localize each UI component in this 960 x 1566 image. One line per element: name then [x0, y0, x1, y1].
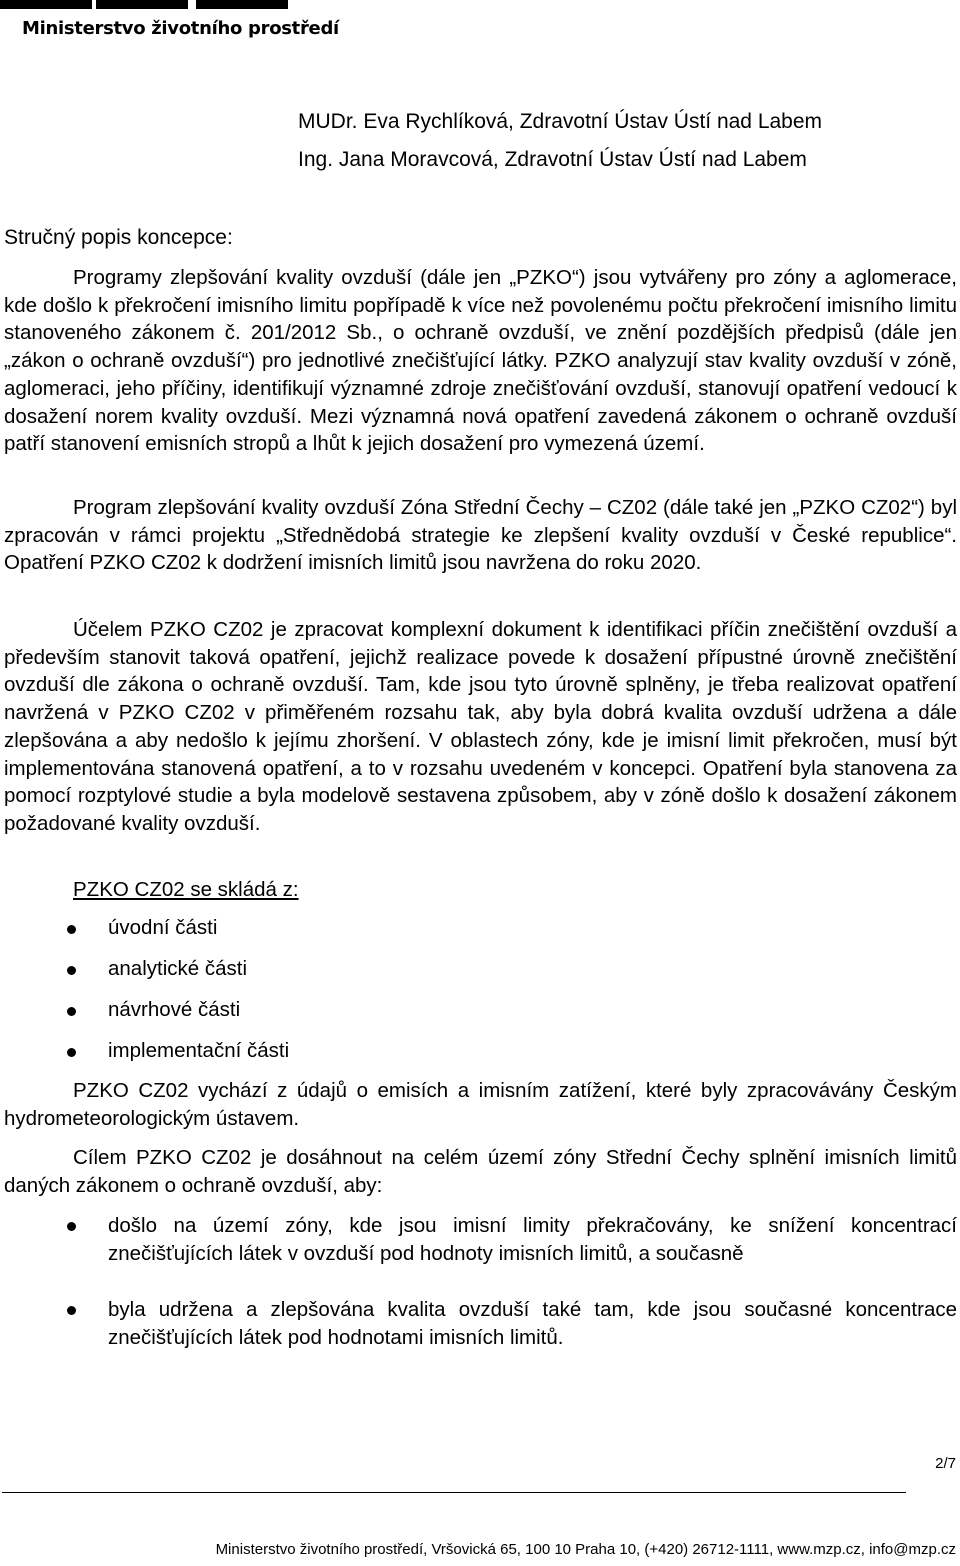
ministry-logo-text: Ministerstvo životního prostředí — [22, 18, 339, 39]
bullet-icon — [67, 1048, 76, 1057]
purpose-paragraph: Účelem PZKO CZ02 je zpracovat komplexní dokument k identifikaci příčin znečištění ovzduší a především stanovit taková opatření, jejichž realizace povede k dosažení přípustné úrovně znečištění ovzduší dle zákona o ochraně ovzduší. Tam, kde jsou tyto úrovně splněny, je třeba realizovat opatření navržená v PZKO CZ02 v přiměřeném rozsahu tak, aby byla dobrá kvalita ovzduší udržena a dále zlepšována a aby nedošlo k jejímu zhoršení. V oblastech zóny, kde je imisní limit překročen, musí být implementována stanovená opatření, a to v rozsahu uvedeném v koncepci. Opatření byla stanovena za pomocí rozptylové studie a byla modelově sestavena způsobem, aby v zóně došlo k dosažení zákonem požadované kvality ovzduší. — [4, 618, 957, 835]
page-number: 2/7 — [935, 1455, 956, 1472]
logo-bars — [0, 0, 290, 9]
author-line-1: MUDr. Eva Rychlíková, Zdravotní Ústav Ústí nad Labem — [298, 110, 823, 133]
bullet-icon — [67, 1306, 76, 1315]
intro-paragraph: Programy zlepšování kvality ovzduší (dále jen „PZKO“) jsou vytvářeny pro zóny a aglomerace, kde došlo k překročení imisního limitu popřípadě k více než povolenému počtu překročení imisního limitu stanoveného zákonem č. 201/2012 Sb., o ochraně ovzduší, ve znění pozdějších předpisů (dále jen „zákon o ochraně ovzduší“) pro jednotlivé znečišťující látky. PZKO analyzují stav kvality ovzduší v zóně, aglomeraci, jeho příčiny, identifikují významné zdroje znečišťování ovzduší, stanovují opatření vedoucí k dosažení norem kvality ovzduší. Mezi významná nová opatření zavedená zákonem o ochraně ovzduší patří stanovení emisních stropů a lhůt k jejich dosažení pro vymezená území. — [4, 266, 957, 456]
bullet-icon — [67, 1222, 76, 1231]
bullet-icon — [67, 925, 76, 934]
program-paragraph: Program zlepšování kvality ovzduší Zóna Střední Čechy – CZ02 (dále také jen „PZKO CZ02“) byl zpracován v rámci projektu „Střednědobá strategie ke zlepšení kvality ovzduší v České republice“. Opatření PZKO CZ02 k dodržení imisních limitů jsou navržena do roku 2020. — [4, 496, 957, 575]
bullet-icon — [67, 1007, 76, 1016]
footer-text: Ministerstvo životního prostředí, Vršovická 65, 100 10 Praha 10, (+420) 26712-1111, www.mzp.cz, info@mzp.cz — [215, 1541, 956, 1558]
parts-list-title: PZKO CZ02 se skládá z: — [73, 878, 299, 901]
footer-divider — [2, 1492, 906, 1493]
bullet-icon — [67, 966, 76, 975]
section-heading: Stručný popis koncepce: — [4, 226, 233, 249]
author-line-2: Ing. Jana Moravcová, Zdravotní Ústav Ústí nad Labem — [298, 148, 807, 171]
source-paragraph: PZKO CZ02 vychází z údajů o emisích a imisním zatížení, které byly zpracovávány Českým hydrometeorologickým ústavem. — [4, 1079, 957, 1130]
goal-paragraph: Cílem PZKO CZ02 je dosáhnout na celém území zóny Střední Čechy splnění imisních limitů daných zákonem o ochraně ovzduší, aby: — [4, 1146, 957, 1197]
